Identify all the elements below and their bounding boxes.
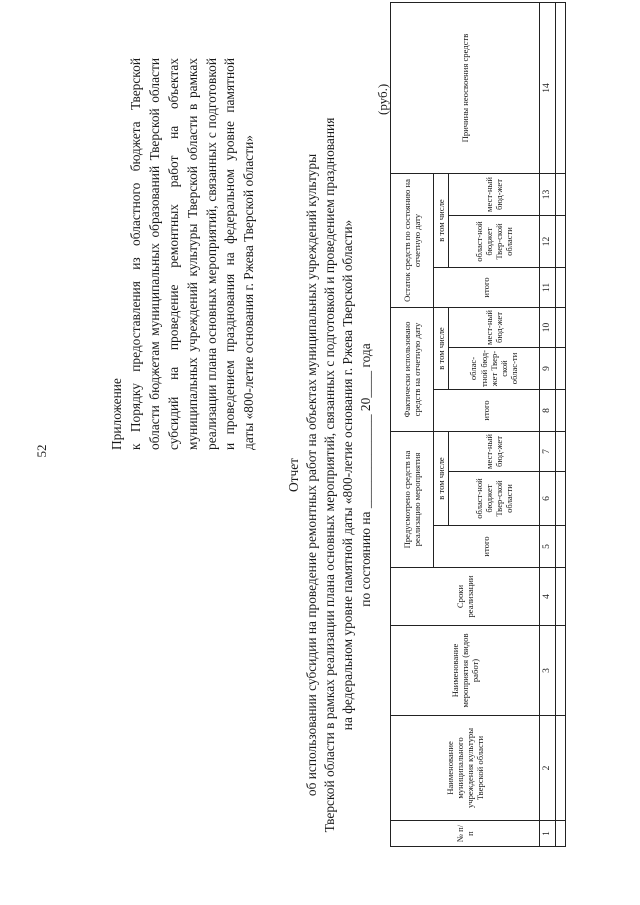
header-actual-regional: облас-тной бюд-жет Твер-ской облас-ти (449, 348, 540, 390)
col-num-2: 2 (540, 716, 556, 821)
header-no: № п/п (391, 821, 540, 847)
header-terms: Сроки реализации (391, 568, 540, 626)
empty-cell (556, 268, 566, 308)
column-number-row (540, 3, 556, 847)
report-subtitle-line-1: об использовании субсидии на проведение ремонтных работ на объектах муниципальных учреждений культуры (304, 153, 319, 797)
empty-cell (556, 821, 566, 847)
col-num-12: 12 (540, 216, 556, 268)
header-actual-total: итого (434, 390, 540, 432)
appendix-block (108, 58, 259, 450)
header-remaining-local: мест-ный бюд-жет (449, 174, 540, 216)
empty-cell (556, 526, 566, 568)
header-remaining-total: итого (434, 268, 540, 308)
col-num-1: 1 (540, 821, 556, 847)
report-date-line: по состоянию на ______________ 20____ года (358, 343, 373, 607)
report-table (390, 2, 566, 847)
col-num-10: 10 (540, 308, 556, 348)
header-planned: Предусмотрено средств на реализацию мероприятия (391, 432, 434, 568)
currency-unit: (руб.) (375, 83, 390, 115)
empty-cell (556, 174, 566, 216)
empty-cell (556, 390, 566, 432)
header-row-1 (391, 3, 434, 847)
col-num-14: 14 (540, 3, 556, 174)
empty-cell (556, 308, 566, 348)
col-num-4: 4 (540, 568, 556, 626)
col-num-9: 9 (540, 348, 556, 390)
empty-cell (556, 3, 566, 174)
header-actual-including: в том числе (434, 308, 449, 390)
header-actual: Фактически использовано средств на отчетную дату (391, 308, 434, 432)
header-event: Наименование мероприятия (видов работ) (391, 626, 540, 716)
empty-cell (556, 348, 566, 390)
empty-cell (556, 626, 566, 716)
empty-cell (556, 216, 566, 268)
col-num-7: 7 (540, 432, 556, 472)
header-planned-including: в том числе (434, 432, 449, 526)
page-number: 52 (34, 444, 49, 458)
col-num-6: 6 (540, 472, 556, 526)
header-reasons: Причины неосвоения средств (391, 3, 540, 174)
empty-cell (556, 716, 566, 821)
col-num-13: 13 (540, 174, 556, 216)
header-remaining-regional: област-ной бюджет Твер-ской области (449, 216, 540, 268)
header-institution: Наименование муниципального учреждения культуры Тверской области (391, 716, 540, 821)
report-subtitle-line-3: на федеральном уровне памятной даты «800-летие основания г. Ржева Тверской области» (340, 219, 355, 731)
header-planned-local: мест-ный бюд-жет (449, 432, 540, 472)
report-title: Отчет (286, 457, 301, 493)
header-actual-local: мест-ный бюд-жет (449, 308, 540, 348)
empty-data-row (556, 3, 566, 847)
col-num-5: 5 (540, 526, 556, 568)
header-remaining-including: в том числе (434, 174, 449, 268)
col-num-8: 8 (540, 390, 556, 432)
empty-cell (556, 472, 566, 526)
col-num-3: 3 (540, 626, 556, 716)
empty-cell (556, 568, 566, 626)
header-remaining: Остаток средств по состоянию на отчетную дату (391, 174, 434, 308)
header-planned-total: итого (434, 526, 540, 568)
appendix-text: к Порядку предоставления из областного бюджета Тверской области бюджетам муниципальных образований Тверской области субсидий на проведение ремонтных работ на объектах муниципальных учреждений культуры Тверской области в рамках реализации плана основных мероприятий, связанных с подготовкой и проведением празднования на федеральном уровне памятной даты «800-летие основания г. Ржева Тверской области» (127, 58, 257, 450)
report-heading (285, 105, 375, 845)
empty-cell (556, 432, 566, 472)
header-planned-regional: област-ной бюджет Твер-ской области (449, 472, 540, 526)
col-num-11: 11 (540, 268, 556, 308)
report-subtitle-line-2: Тверской области в рамках реализации плана основных мероприятий, связанных с подготовкой и проведением празднования (322, 117, 337, 833)
appendix-title: Приложение (109, 378, 124, 450)
